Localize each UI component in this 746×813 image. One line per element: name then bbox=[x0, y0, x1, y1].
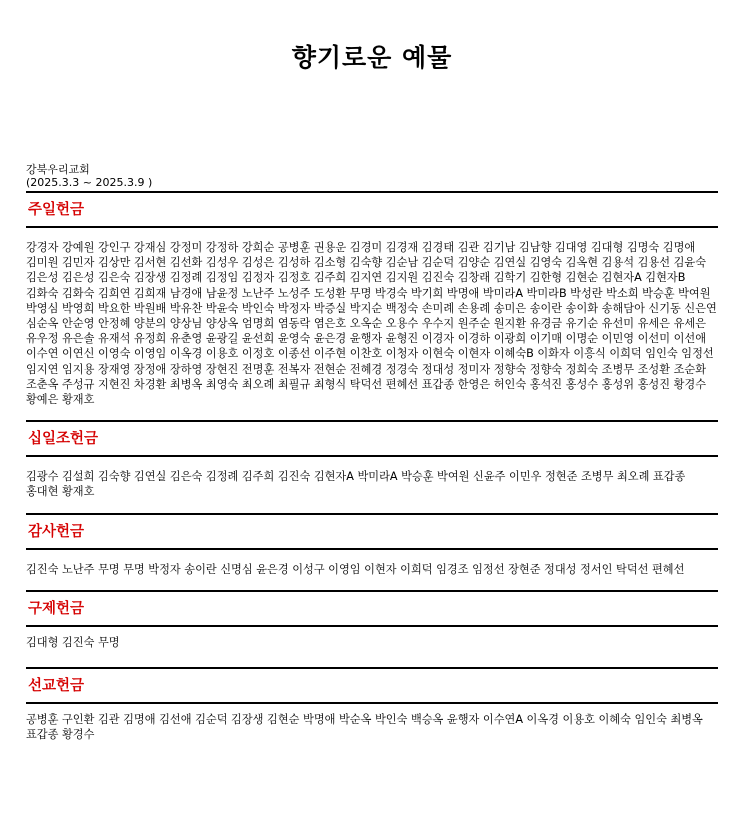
section-mission-offering bbox=[26, 669, 718, 742]
page-title: 향기로운 예물 bbox=[291, 43, 453, 72]
section-title: 감사헌금 bbox=[28, 523, 85, 540]
section-thanksgiving-offering bbox=[26, 515, 718, 592]
section-sunday-offering bbox=[26, 193, 718, 422]
divider bbox=[26, 625, 718, 627]
donor-names: 김진숙 노난주 무명 무명 박정자 송이란 신명심 윤은경 이성구 이영임 이현자 이희덕 임경조 임정선 장현준 정대성 정서인 탁덕선 편혜선 bbox=[26, 562, 685, 576]
section-title: 십일조헌금 bbox=[28, 431, 99, 448]
section-title: 구제헌금 bbox=[28, 600, 85, 617]
divider bbox=[26, 455, 718, 457]
date-period: (2025.3.3 ~ 2025.3.9 ) bbox=[26, 176, 153, 189]
section-tithe-offering bbox=[26, 422, 718, 514]
divider bbox=[26, 226, 718, 228]
donor-names: 강경자 강예원 강인구 강재심 강정미 강정하 강희순 공병훈 권용운 김경미 김경재 김경태 김관 김기남 김남향 김대영 김대형 김명숙 김명애 김미원 김민자 김상만 김서현 김선화 김성우 김성은 김성하 김소형 김숙향 김순남 김순덕 김양순 김연실 김영숙 김옥현 김용석 김용선 김윤숙 김은성 김은성 김은숙 김장생 김정례 김정임 김정자 김정호 김주희 김지연 김지원 김진숙 김창래 김학기 김한형 김현순 김현자A 김현자B 김화숙 김화숙 김희연 김희재 남경애 남윤정 노난주 노성주 도성환 무명 박경숙 박기희 박명애 박미라A 박미라B 박성란 박소희 박승훈 박여원 박영심 박영희 박요한 박원배 박유찬 박윤숙 박인숙 박정자 박증실 박지순 백정숙 손미례 손용례 송미은 송이란 송이화 송해담아 신기동 신은연 심순옥 안순영 안정혜 양분의 양상님 양상옥 엄명희 염동락 염은호 오옥순 오용수 우수지 원주순 원지환 유경금 유기순 유선미 유세은 유세은 유우정 유은솔 유재석 유정희 유춘영 윤광길 윤선희 윤영숙 윤은경 윤행자 윤형진 이경자 이경하 이광희 이기매 이명순 이민영 이선미 이선애 이수연 이연신 이영숙 이영임 이옥경 이용호 이정호 이종선 이주현 이찬호 이청자 이현숙 이현자 이혜숙B 이화자 이흥식 이희덕 임인숙 임정선 임지연 임지용 장재영 장정애 장하영 장현진 전명훈 전복자 전현순 전혜경 정경숙 정대성 정미자 정향숙 정향숙 정희숙 조병무 조성환 조순화 조춘옥 주성규 지현진 차경환 최병옥 최영숙 최오례 최필규 최형식 탁덕선 편혜선 표갑종 한영은 허인숙 홍석진 홍성수 홍성위 홍성진 황경수 황예은 황재호 bbox=[26, 241, 717, 407]
section-title: 주일헌금 bbox=[28, 202, 85, 218]
donor-names: 김대형 김진숙 무명 bbox=[26, 635, 120, 649]
divider bbox=[26, 702, 718, 704]
church-name: 강북우리교회 bbox=[26, 163, 90, 176]
section-title: 선교헌금 bbox=[28, 678, 85, 695]
divider bbox=[26, 548, 718, 550]
section-relief-offering bbox=[26, 592, 718, 669]
donor-names: 공병훈 구인환 김관 김명애 김선애 김순덕 김장생 김현순 박명애 박순옥 박인숙 백승옥 윤행자 이수연A 이옥경 이용호 이혜숙 임인숙 최병옥 표갑종 황경수 bbox=[26, 713, 703, 742]
donor-names: 김광수 김설희 김숙향 김연실 김은숙 김정례 김주희 김진숙 김현자A 박미라A 박승훈 박여원 신윤주 이민우 정현준 조병무 최오례 표갑종 홍대현 황재호 bbox=[26, 470, 686, 499]
offering-page bbox=[26, 0, 718, 742]
